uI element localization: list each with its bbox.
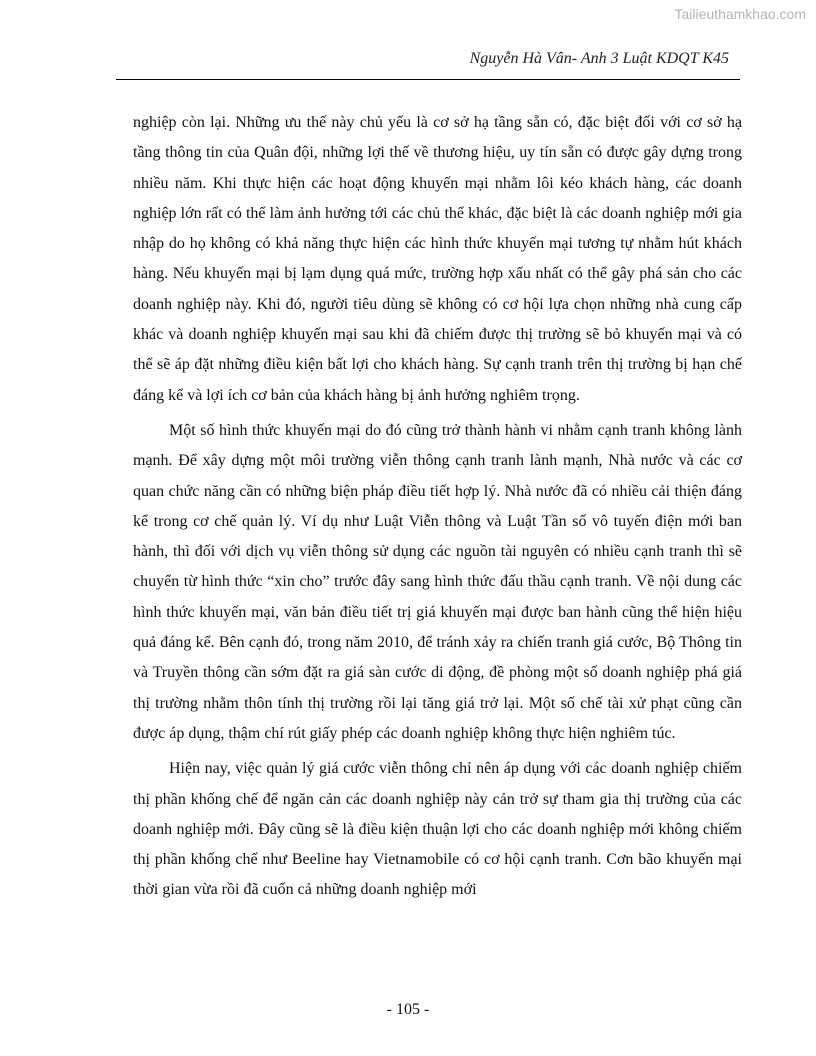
paragraph: Hiện nay, việc quản lý giá cước viễn thông chỉ nên áp dụng với các doanh nghiệp chiếm thị phần khống chế để ngăn cản các doanh nghiệp này cản trở sự tham gia thị trường của các doanh nghiệp mới. Đây cũng sẽ là điều kiện thuận lợi cho các doanh nghiệp mới không chiếm thị phần khống chế như Beeline hay Vietnamobile có cơ hội cạnh tranh. Cơn bão khuyến mại thời gian vừa rồi đã cuốn cả những doanh nghiệp mới [133, 760, 742, 899]
watermark-text: Tailieuthamkhao.com [674, 6, 806, 22]
header-divider [116, 79, 740, 80]
paragraph-continuation: nghiệp còn lại. Những ưu thế này chủ yếu là cơ sở hạ tầng sẵn có, đặc biệt đối với cơ sở hạ tầng thông tin của Quân đội, những lợi thế về thương hiệu, uy tín sẵn có được gây dựng trong nhiều năm. Khi thực hiện các hoạt động khuyến mại nhằm lôi kéo khách hàng, các doanh nghiệp lớn rất có thể làm ảnh hưởng tới các chủ thể khác, đặc biệt là các doanh nghiệp mới gia nhập do họ không có khả năng thực hiện các hình thức khuyến mại tương tự nhằm hút khách hàng. Nếu khuyến mại bị lạm dụng quá mức, trường hợp xấu nhất có thể gây phá sản cho các doanh nghiệp này. Khi đó, người tiêu dùng sẽ không có cơ hội lựa chọn những nhà cung cấp khác và doanh nghiệp khuyến mại sau khi đã chiếm được thị trường sẽ bỏ khuyến mại và có thể sẽ áp đặt những điều kiện bất lợi cho khách hàng. Sự cạnh tranh trên thị trường bị hạn chế đáng kể và lợi ích cơ bản của khách hàng bị ảnh hưởng nghiêm trọng. [133, 114, 742, 404]
paragraph: Một số hình thức khuyến mại do đó cũng trở thành hành vi nhằm cạnh tranh không lành mạnh. Để xây dựng một môi trường viễn thông cạnh tranh lành mạnh, Nhà nước và các cơ quan chức năng cần có những biện pháp điều tiết hợp lý. Nhà nước đã có nhiều cải thiện đáng kể trong cơ chế quản lý. Ví dụ như Luật Viễn thông và Luật Tần số vô tuyến điện mới ban hành, thì đối với dịch vụ viễn thông sử dụng các nguồn tài nguyên có nhiều cạnh tranh thì sẽ chuyển từ hình thức “xin cho” trước đây sang hình thức đấu thầu cạnh tranh. Về nội dung các hình thức khuyến mại, văn bản điều tiết trị giá khuyến mại được ban hành cũng thể hiện hiệu quả đáng kể. Bên cạnh đó, trong năm 2010, để tránh xảy ra chiến tranh giá cước, Bộ Thông tin và Truyền thông cần sớm đặt ra giá sàn cước di động, đề phòng một số doanh nghiệp phá giá thị trường nhằm thôn tính thị trường rồi lại tăng giá trở lại. Một số chế tài xử phạt cũng cần được áp dụng, thậm chí rút giấy phép các doanh nghiệp không thực hiện nghiêm túc. [133, 421, 742, 742]
document-body [133, 108, 742, 911]
running-header: Nguyễn Hà Vân- Anh 3 Luật KDQT K45 [469, 50, 729, 67]
page-number: - 105 - [386, 1001, 430, 1018]
